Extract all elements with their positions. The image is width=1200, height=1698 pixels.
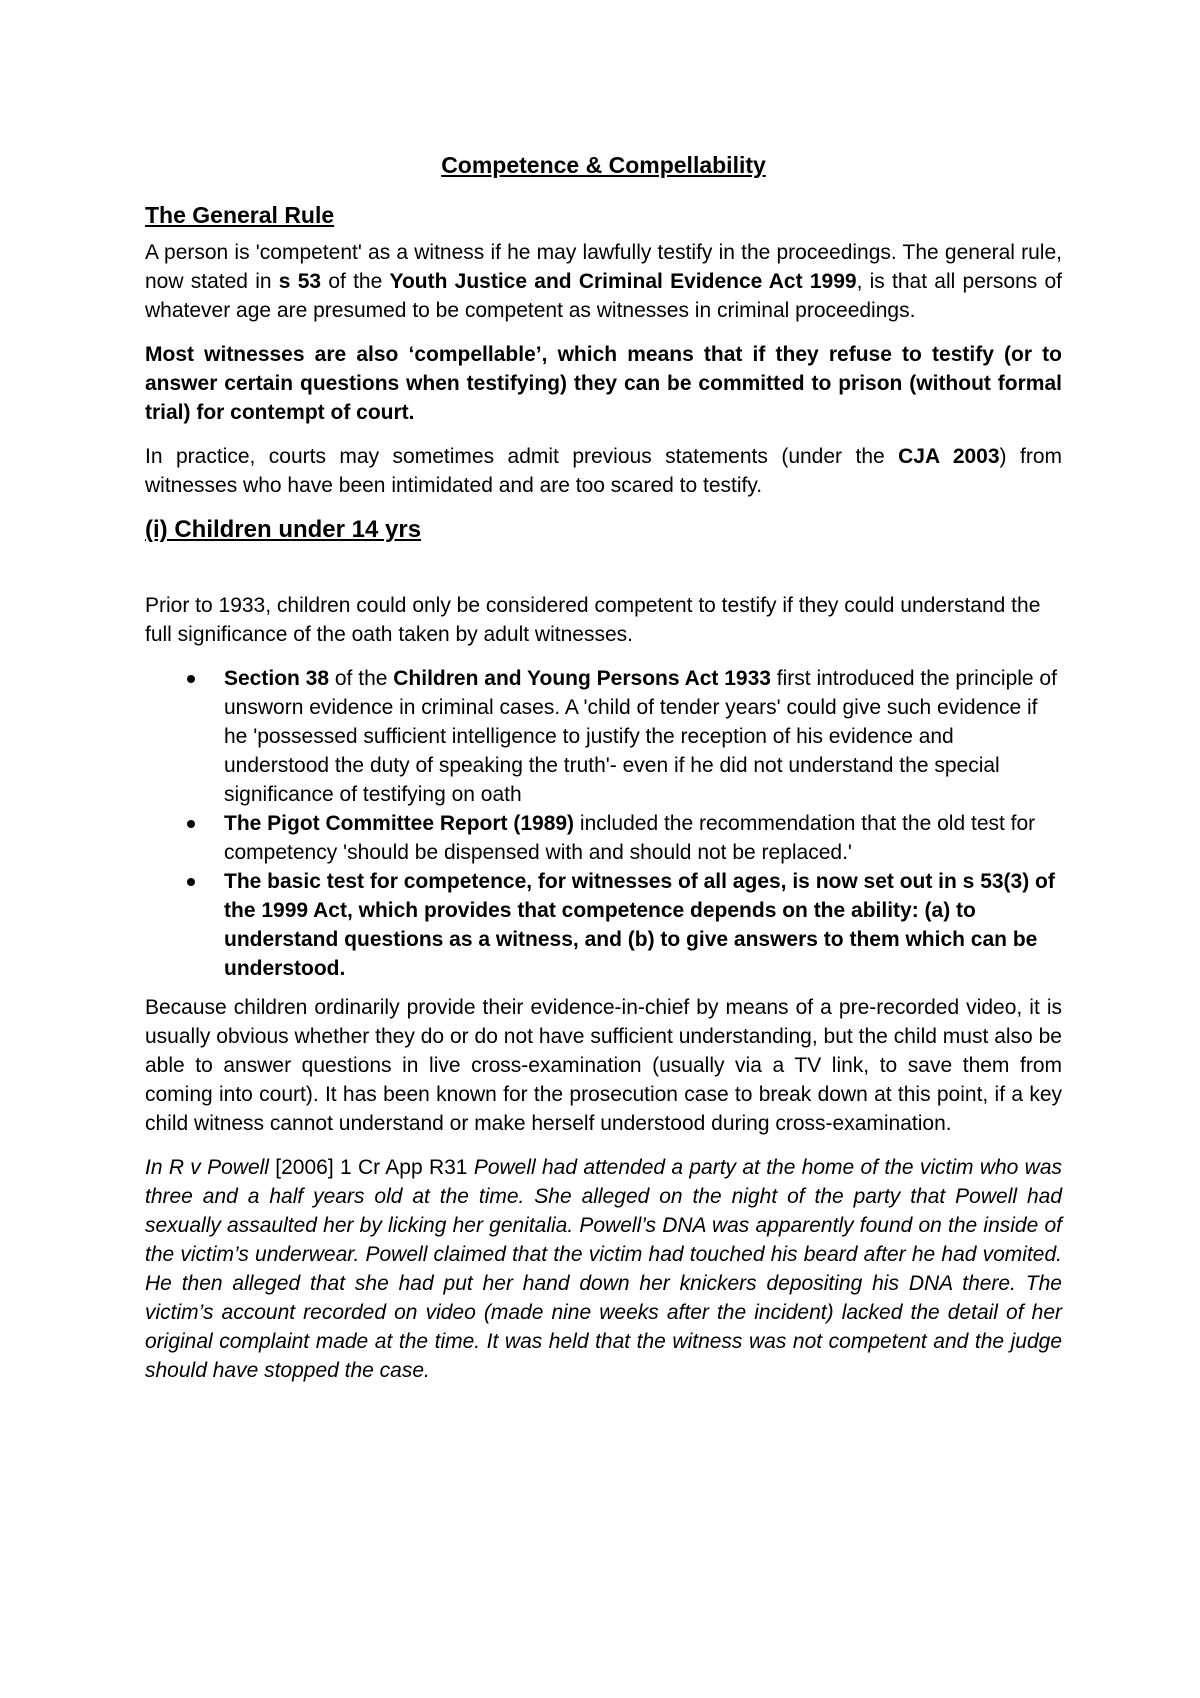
text-segment: of the — [321, 270, 390, 293]
bold-term: The Pigot Committee Report (1989) — [224, 812, 575, 835]
paragraph-case-powell — [145, 1153, 1062, 1385]
text-segment: of the — [329, 667, 394, 690]
text-segment: A person is 'competent' as a witness if he may lawfully testify in the proceedings. The general rule, now stated in — [145, 241, 1062, 293]
statute-section: s 53 — [278, 270, 322, 293]
case-name: In R v Powell — [145, 1156, 269, 1179]
heading-general-rule: The General Rule — [145, 202, 335, 228]
paragraph-competent-definition — [145, 238, 1062, 325]
case-facts: Powell had attended a party at the home of the victim who was three and a half years old at the time. She alleged on the night of the party that Powell had sexually assaulted her by licking her genitalia. Powell’s DNA was apparently found on the inside of the victim’s underwear. Powell claimed that the victim had touched his beard after he had vomited. He then alleged that she had put her hand down her knickers depositing his DNA there. The victim’s account recorded on video (made nine weeks after the incident) lacked the detail of her original complaint made at the time. It was held that the witness was not competent and the judge should have stopped the case. — [145, 1156, 1063, 1382]
statute-name: Children and Young Persons Act 1933 — [393, 667, 771, 690]
text-segment: ) from witnesses who have been intimidated and are too scared to testify. — [145, 445, 1062, 497]
paragraph-previous-statements — [145, 442, 1062, 500]
text-segment: first introduced the principle of unsworn evidence in criminal cases. A 'child of tender years' could give such evidence if he 'possessed sufficient intelligence to justify the reception of his evidence and understood the duty of speaking the truth'- even if he did not understand the special significance of testifying on oath — [224, 667, 1057, 806]
heading-children: (i) Children under 14 yrs — [145, 516, 422, 543]
paragraph-video-evidence: Because children ordinarily provide their evidence-in-chief by means of a pre-recorded video, it is usually obvious whether they do or do not have sufficient understanding, but the child must also be able to answer questions in live cross-examination (usually via a TV link, to save them from coming into court). It has been known for the prosecution case to break down at this point, if a key child witness cannot understand or make herself understood during cross-examination. — [145, 996, 1062, 1135]
bold-term: Section 38 — [224, 667, 330, 690]
document-page — [145, 138, 1062, 1400]
document-title: Competence & Compellability — [441, 152, 766, 178]
list-item — [224, 867, 1062, 983]
bold-term: The basic test for competence, for witnesses of all ages, is now set out in s 53(3) of the 1999 Act, which provides that competence depends on the ability: (a) to understand questions as a witness, and (b) to give answers to them which can be understood. — [224, 870, 1055, 980]
paragraph-compellable: Most witnesses are also ‘compellable’, which means that if they refuse to testify (or to answer certain questions when testifying) they can be committed to prison (without formal trial) for contempt of court. — [145, 343, 1062, 424]
list-item — [224, 809, 1062, 867]
statute-abbrev: CJA 2003 — [898, 445, 1000, 468]
statute-name: Youth Justice and Criminal Evidence Act 1999 — [389, 270, 857, 293]
text-segment: In practice, courts may sometimes admit previous statements (under the — [145, 445, 899, 468]
text-segment: , is that all persons of whatever age are presumed to be competent as witnesses in criminal proceedings. — [145, 270, 1063, 322]
list-item — [224, 664, 1062, 809]
bullet-list — [145, 664, 1062, 983]
paragraph-prior-1933: Prior to 1933, children could only be considered competent to testify if they could understand the full significance of the oath taken by adult witnesses. — [145, 594, 1041, 646]
text-segment: included the recommendation that the old test for competency 'should be dispensed with and should not be replaced.' — [224, 812, 1036, 864]
case-citation: [2006] 1 Cr App R31 — [268, 1156, 474, 1179]
